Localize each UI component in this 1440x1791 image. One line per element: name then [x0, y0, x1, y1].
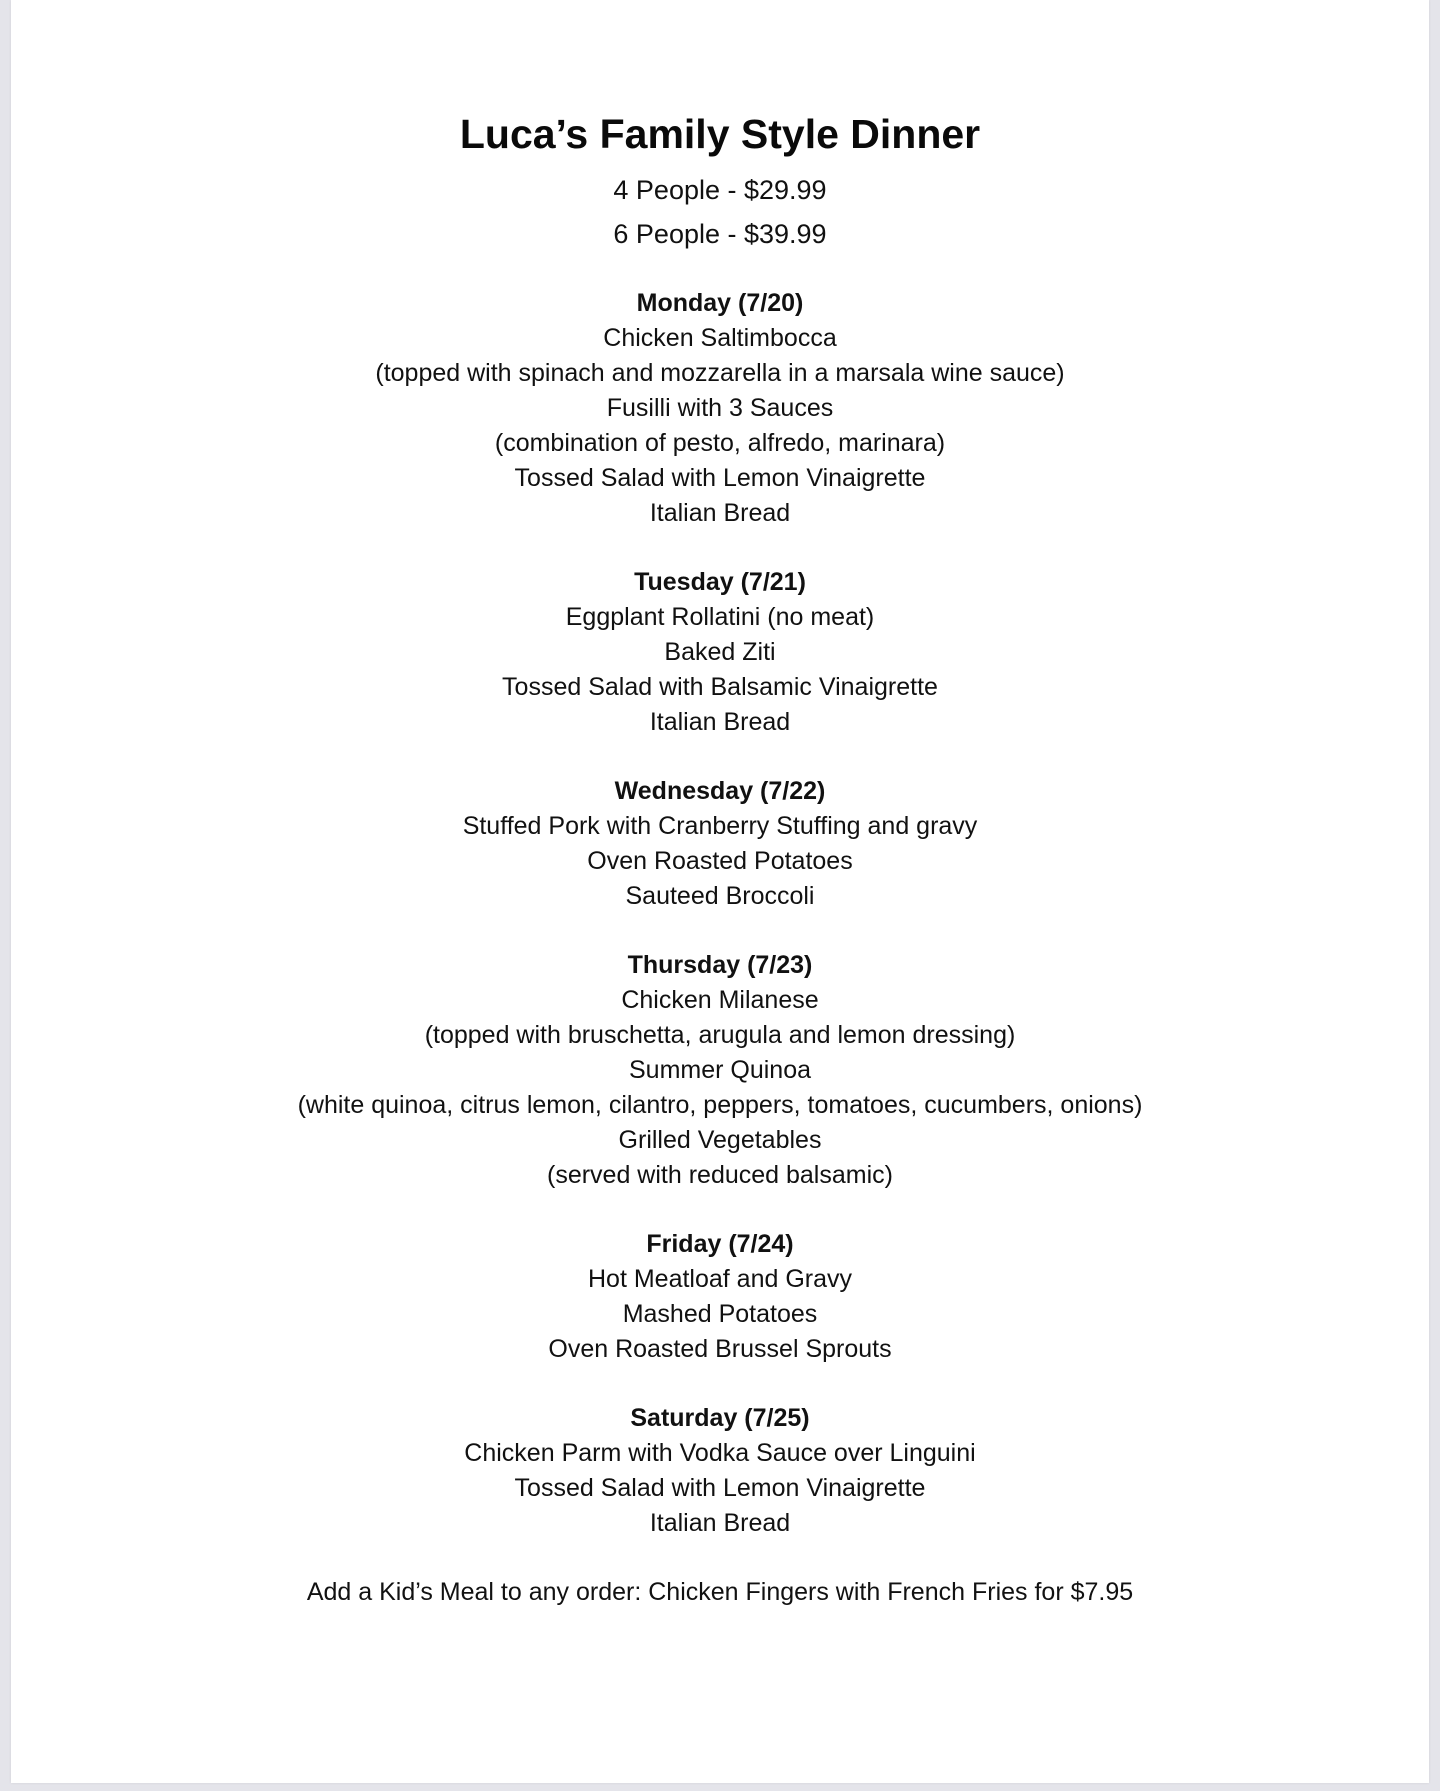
menu-item: Sauteed Broccoli	[625, 882, 815, 910]
menu-item: Hot Meatloaf and Gravy	[587, 1265, 852, 1293]
menu-page	[11, 0, 1429, 1783]
menu-item: Stuffed Pork with Cranberry Stuffing and gravy	[462, 812, 978, 840]
price-list	[11, 168, 1429, 256]
day-title: Friday (7/24)	[646, 1230, 794, 1258]
menu-item: Tossed Salad with Lemon Vinaigrette	[514, 1474, 926, 1502]
day-wednesday	[11, 774, 1429, 914]
menu-item: Italian Bread	[649, 499, 791, 527]
menu-content	[11, 104, 1429, 1610]
menu-title: Luca’s Family Style Dinner	[459, 111, 981, 157]
menu-item: Italian Bread	[649, 1509, 791, 1537]
day-thursday	[11, 948, 1429, 1193]
day-title: Thursday (7/23)	[627, 951, 813, 979]
price-4-people: 4 People - $29.99	[613, 175, 827, 205]
menu-item: Chicken Milanese	[621, 986, 819, 1014]
day-title: Wednesday (7/22)	[614, 777, 826, 805]
menu-item: Summer Quinoa	[628, 1056, 812, 1084]
menu-item: Baked Ziti	[664, 638, 776, 666]
menu-item: Eggplant Rollatini (no meat)	[565, 603, 875, 631]
menu-item: Tossed Salad with Lemon Vinaigrette	[514, 464, 926, 492]
menu-item: Oven Roasted Brussel Sprouts	[548, 1335, 892, 1363]
day-tuesday	[11, 565, 1429, 740]
menu-item: Mashed Potatoes	[622, 1300, 818, 1328]
menu-item-note: (white quinoa, citrus lemon, cilantro, peppers, tomatoes, cucumbers, onions)	[297, 1091, 1143, 1119]
day-title: Monday (7/20)	[636, 289, 804, 317]
menu-item: Chicken Parm with Vodka Sauce over Linguini	[464, 1439, 976, 1467]
day-friday	[11, 1227, 1429, 1367]
kids-meal-note: Add a Kid’s Meal to any order: Chicken Fingers with French Fries for $7.95	[306, 1578, 1134, 1606]
menu-item: Italian Bread	[649, 708, 791, 736]
day-saturday	[11, 1401, 1429, 1541]
day-monday	[11, 286, 1429, 531]
day-title: Tuesday (7/21)	[634, 568, 806, 596]
menu-item-note: (topped with spinach and mozzarella in a marsala wine sauce)	[375, 359, 1065, 387]
menu-item: Chicken Saltimbocca	[603, 324, 837, 352]
menu-item-note: (served with reduced balsamic)	[547, 1161, 893, 1189]
price-6-people: 6 People - $39.99	[613, 219, 827, 249]
day-list	[11, 286, 1429, 1541]
menu-item-note: (topped with bruschetta, arugula and lemon dressing)	[424, 1021, 1016, 1049]
menu-item: Grilled Vegetables	[618, 1126, 822, 1154]
menu-item-note: (combination of pesto, alfredo, marinara)	[494, 429, 946, 457]
menu-item: Fusilli with 3 Sauces	[606, 394, 834, 422]
menu-item: Tossed Salad with Balsamic Vinaigrette	[502, 673, 938, 701]
day-title: Saturday (7/25)	[630, 1404, 810, 1432]
menu-item: Oven Roasted Potatoes	[587, 847, 853, 875]
